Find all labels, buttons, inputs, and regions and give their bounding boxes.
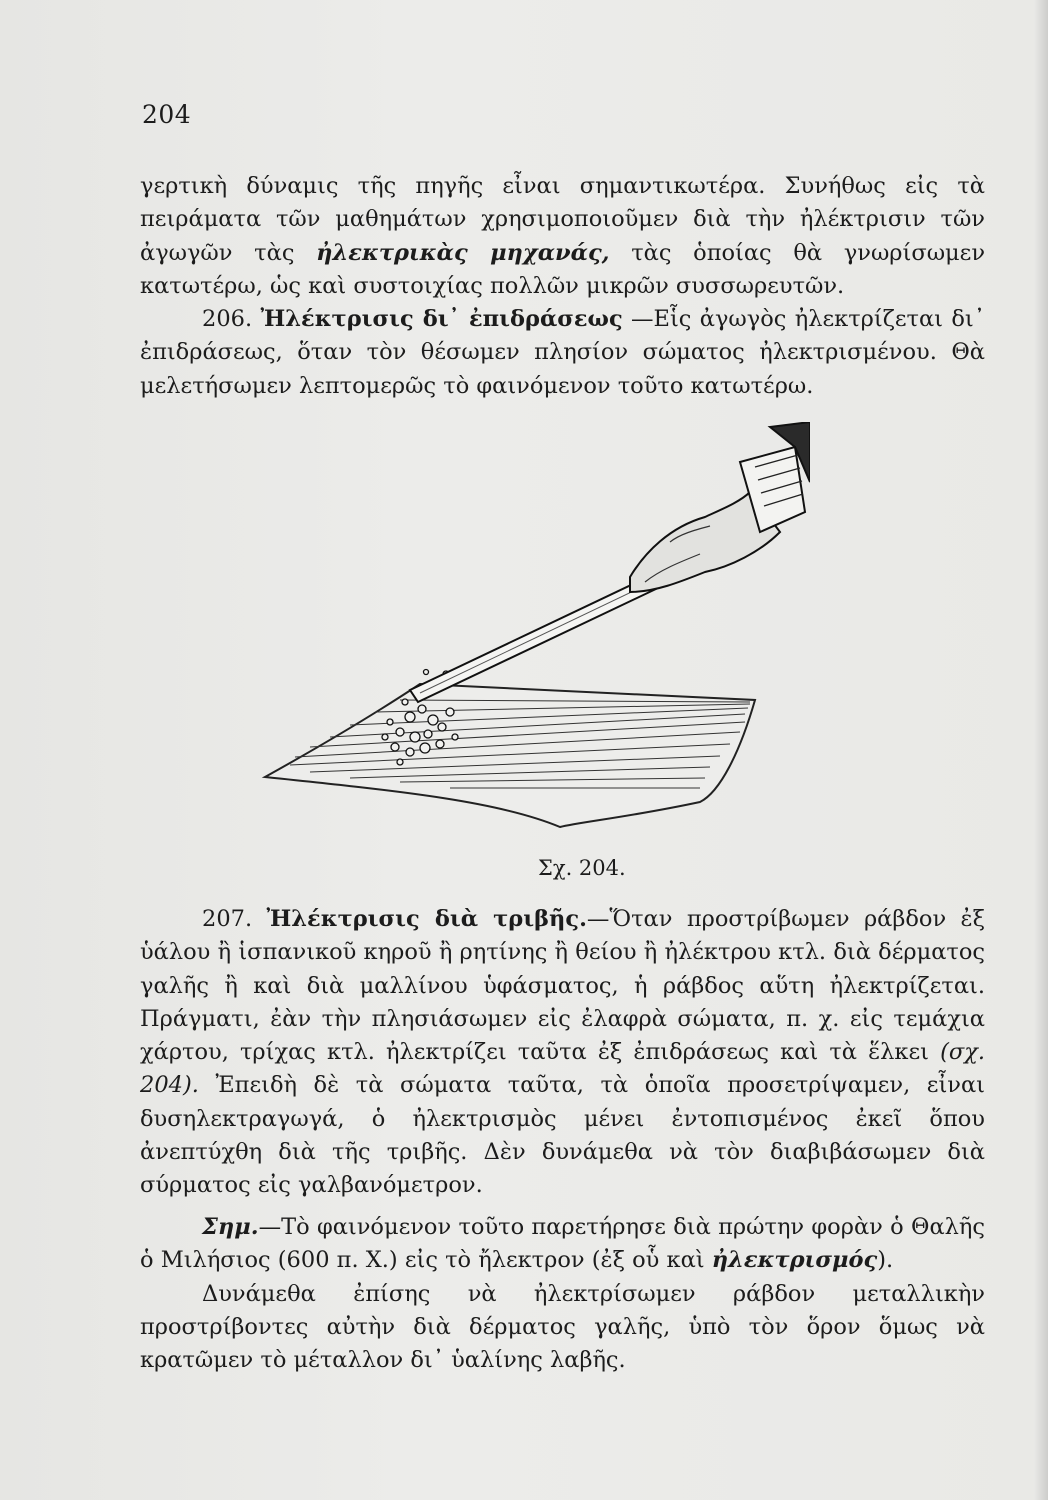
figure-caption: Σχ. 204. <box>538 856 626 880</box>
section-text: —Ὅταν προστρίβωμεν ράβδον ἐξ ὑάλου ἢ ἱσπανικοῦ κηροῦ ἢ ρητίνης ἢ θείου ἢ ἠλέκτρου κτλ. διὰ δέρματος γαλῆς ἢ καὶ διὰ μαλλίνου ὑφάσματος, ἡ ράβδος αὕτη ἠλεκτρίζεται. Πράγματι, ἐὰν τὴν πλησιάσωμεν εἰς ἐλαφρὰ σώματα, π. χ. εἰς τεμάχια χάρτου, τρίχας κτλ. ἠλεκτρίζει ταῦτα ἐξ ἐπιδράσεως καὶ τὰ ἕλκει <box>140 906 986 1066</box>
paragraph-text: τὰς ὁποίας θὰ γνωρίσωμεν κατωτέρω, ὡς καὶ συστοιχίας πολλῶν μικρῶν συσσωρευτῶν. <box>140 239 985 299</box>
paragraph-continuation <box>140 170 985 303</box>
figure-204-illustration <box>250 422 810 842</box>
page-spine-shadow <box>1034 0 1048 1500</box>
section-number: 206. <box>202 306 261 332</box>
term-electricity: ἠλεκτρισμός <box>711 1247 878 1274</box>
term-electric-machines: ἠλεκτρικὰς μηχανάς, <box>316 239 610 266</box>
note-text: ). <box>877 1247 894 1274</box>
section-title: Ἠλέκτρισις δι᾿ ἐπιδράσεως <box>260 306 623 332</box>
figure-reference: (σχ. 204). <box>140 1039 985 1099</box>
note-block <box>140 1211 985 1377</box>
section-text: —Εἷς ἀγωγὸς ἠλεκτρίζεται δι᾿ ἐπιδράσεως, ὅταν τὸν θέσωμεν πλησίον σώματος ἠλεκτρισμένου. Θὰ μελετήσωμεν λεπτομερῶς τὸ φαινόμενον τοῦτο κατωτέρω. <box>140 306 986 399</box>
section-206 <box>140 303 985 403</box>
note-text: Δυνάμεθα ἐπίσης νὰ ἠλεκτρίσωμεν ράβδον μεταλλικὴν προστρίβοντες αὐτὴν διὰ δέρματος γαλῆς, ὑπὸ τὸν ὅρον ὅμως νὰ κρατῶμεν τὸ μέταλλον δι᾿ ὑαλίνης λαβῆς. <box>140 1280 985 1374</box>
page-number: 204 <box>142 100 192 129</box>
section-207 <box>140 903 985 1203</box>
note-label: Σημ. <box>202 1214 259 1240</box>
section-text: Ἐπειδὴ δὲ τὰ σώματα ταῦτα, τὰ ὁποῖα προσετρίψαμεν, εἶναι δυσηλεκτραγωγά, ὁ ἠλεκτρισμὸς μένει ἐντοπισμένος ἐκεῖ ὅπου ἀνεπτύχθη διὰ τῆς τριβῆς. Δὲν δυνάμεθα νὰ τὸν διαβιβάσωμεν διὰ σύρματος εἰς γαλβανόμετρον. <box>140 1072 985 1199</box>
section-title: Ἠλέκτρισις διὰ τριβῆς. <box>266 906 587 932</box>
note-text: —Τὸ φαινόμενον τοῦτο παρετήρησε διὰ πρώτην φορὰν ὁ Θαλῆς ὁ Μιλήσιος (600 π. Χ.) εἰς τὸ ἤλεκτρον (ἐξ οὗ καὶ <box>140 1214 985 1274</box>
paragraph-text: γερτικὴ δύναμις τῆς πηγῆς εἶναι σημαντικωτέρα. Συνήθως εἰς τὰ πειράματα τῶν μαθημάτων χρησιμοποιοῦμεν διὰ τὴν ἠλέκτρισιν τῶν ἀγωγῶν τὰς <box>140 173 985 266</box>
section-number: 207. <box>202 906 267 932</box>
